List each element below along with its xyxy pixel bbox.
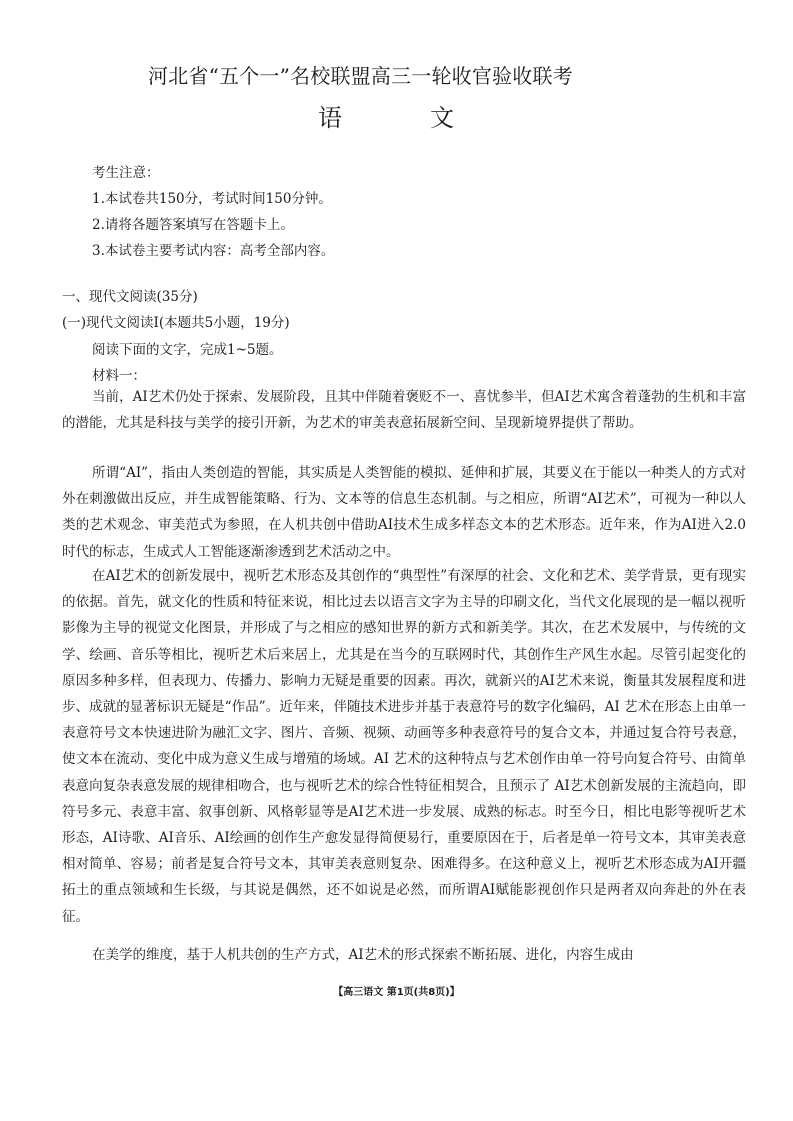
subject-char-1: 语: [318, 104, 342, 132]
candidate-notice: [92, 160, 334, 264]
notice-item-3: 3.本试卷主要考试内容：高考全部内容。: [92, 243, 335, 259]
subsection-heading: (一)现代文阅读Ⅰ(本题共5小题，19分): [62, 315, 290, 331]
paragraph-3: 在AI艺术的创新发展中，视听艺术形态及其创作的“典型性”有深厚的社会、文化和艺术、美学背景，更有现实的依据。首先，就文化的性质和特征来说，相比过去以语言文字为主导的印刷文化，当代文化展现的是一幅以视听影像为主导的视觉文化图景，并形成了与之相应的感知世界的新方式和新美学。其次，在艺术发展中，与传统的文学、绘画、音乐等相比，视听艺术后来居上，尤其是在当今的互联网时代，其创作生产风生水起。尽管引起变化的原因多种多样，但表现力、传播力、影响力无疑是重要的因素。再次，就新兴的AI艺术来说，衡量其发展程度和进步、成就的显著标识无疑是“作品”。近年来，伴随技术进步并基于表意符号的数字化编码，AI 艺术在形态上由单一表意符号文本快速进阶为融汇文字、图片、音频、视频、动画等多种表意符号的复合文本，并通过复合符号表意，使文本在流动、变化中成为意义生成与增殖的场域。AI 艺术的这种特点与艺术创作由单一符号向复合符号、由简单表意向复杂表意发展的规律相吻合，也与视听艺术的综合性特征相契合，且预示了 AI艺术创新发展的主流趋向，即符号多元、表意丰富、叙事创新、风格彰显等是AI艺术进一步发展、成熟的标志。时至今日，相比电影等视听艺术形态，AI诗歌、AI音乐、AI绘画的创作生产愈发显得简便易行，重要原因在于，后者是单一符号文本，其审美表意相对简单、容易；前者是复合符号文本，其审美表意则复杂、困难得多。在这种意义上，视听艺术形态成为AI开疆拓土的重点领域和生长级，与其说是偶然，还不如说是必然，而所谓AI赋能影视创作只是两者双向奔赴的外在表征。: [62, 568, 746, 925]
paragraph-1: 当前，AI艺术仍处于探索、发展阶段，且其中伴随着褒贬不一、喜忧参半，但AI艺术寓含着蓬勃的生机和丰富的潜能，尤其是科技与美学的接引开新，为艺术的审美表意拓展新空间、呈现新境界提供了帮助。: [62, 389, 746, 432]
notice-item-2: 2.请将各题答案填写在答题卡上。: [92, 217, 294, 233]
subject-char-2: 文: [430, 104, 454, 132]
material-label: 材料一：: [92, 368, 146, 384]
exam-title: 河北省“五个一”名校联盟高三一轮收官验收联考: [148, 64, 573, 88]
notice-item-1: 1.本试卷共150分，考试时间150分钟。: [92, 191, 332, 207]
notice-heading: 考生注意：: [92, 165, 160, 181]
subject-heading: [318, 98, 454, 133]
section-heading: 一、现代文阅读(35分): [62, 289, 198, 305]
paragraph-4: 在美学的维度，基于人机共创的生产方式，AI艺术的形式探索不断拓展、进化，内容生成由: [92, 947, 634, 963]
reading-instruction: 阅读下面的文字，完成1~5题。: [92, 342, 283, 358]
page-footer: 【高三语文 第1页(共8页)】: [333, 987, 460, 998]
paragraph-2: 所谓“AI”，指由人类创造的智能，其实质是人类智能的模拟、延伸和扩展，其要义在于能以一种类人的方式对外在刺激做出反应，并生成智能策略、行为、文本等的信息生态机制。与之相应，所谓“AI艺术”，可视为一种以人类的艺术观念、审美范式为参照，在人机共创中借助AI技术生成多样态文本的艺术形态。近年来，作为AI进入2.0时代的标志，生成式人工智能逐渐渗透到艺术活动之中。: [62, 465, 746, 560]
